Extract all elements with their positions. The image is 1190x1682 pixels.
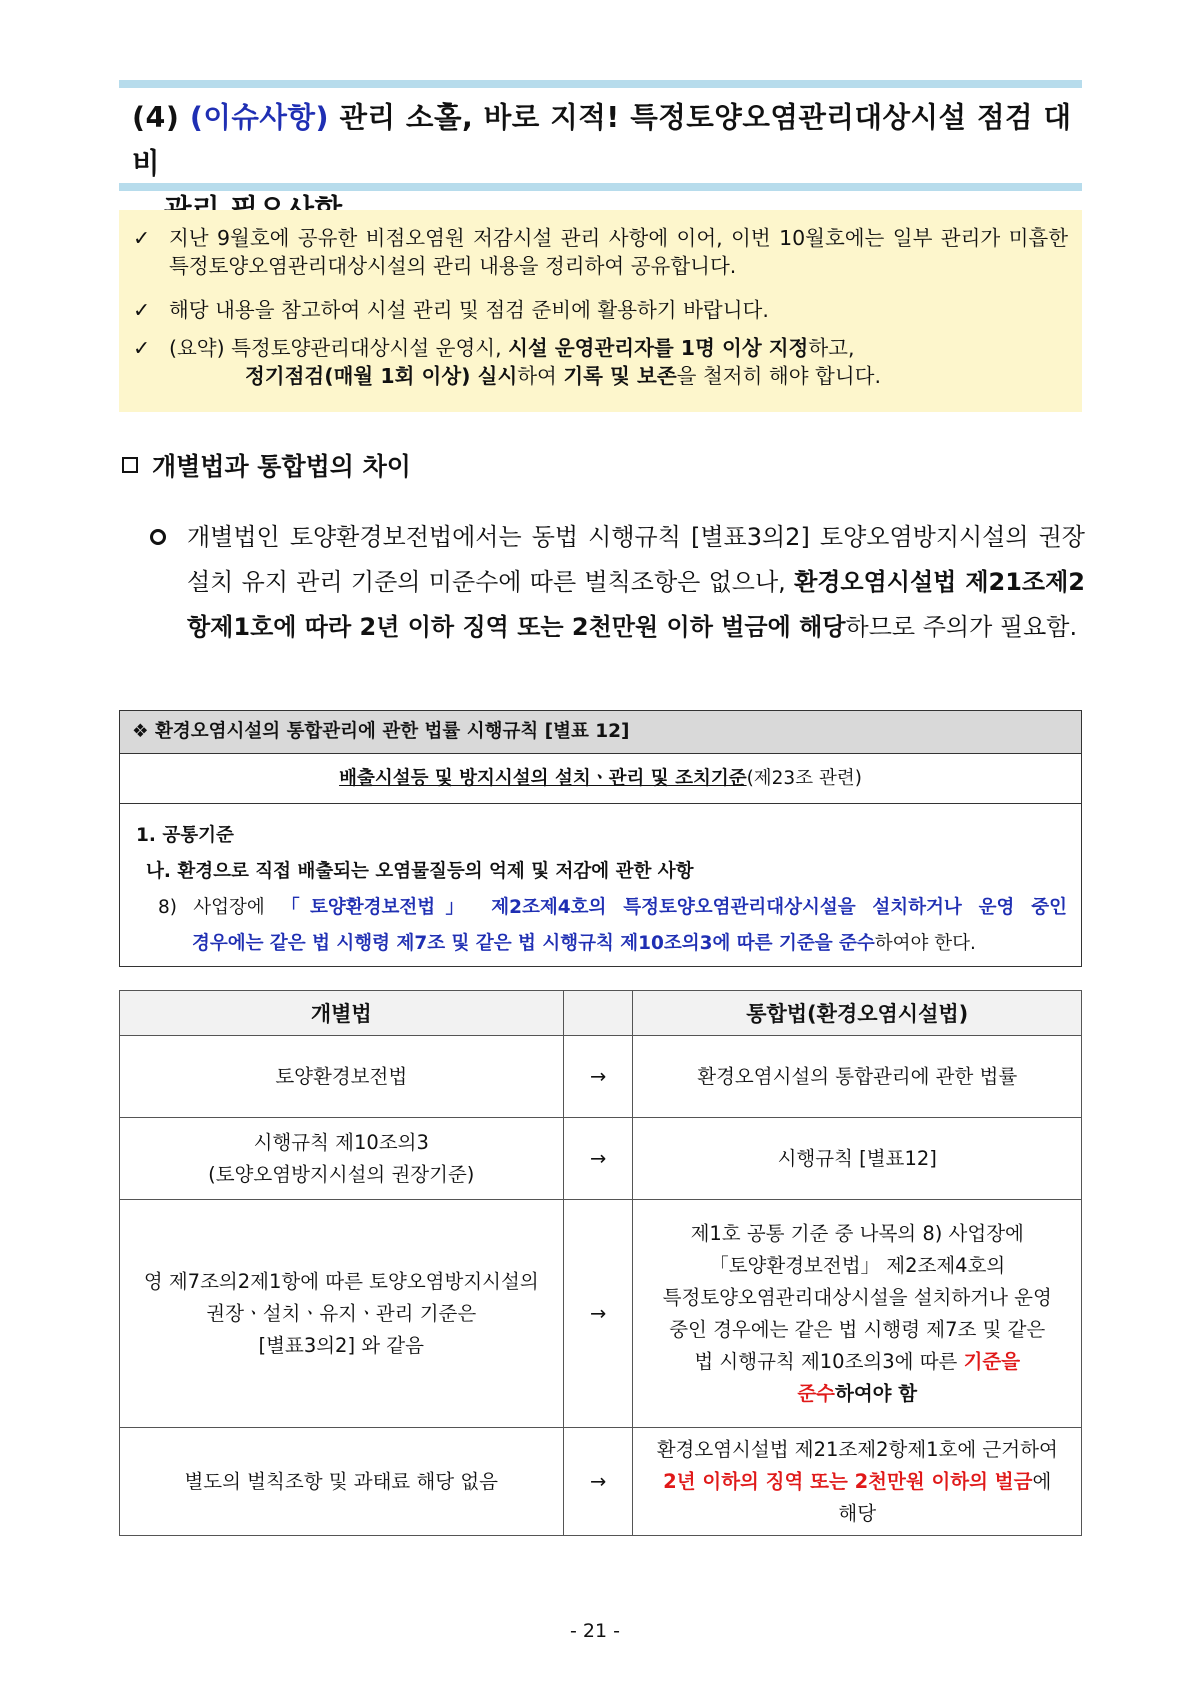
table-cell-line: 특정토양오염관리대상시설을 설치하거나 운영 [662, 1285, 1052, 1309]
red-emph: 2년 이하의 징역 또는 2천만원 이하의 벌금 [663, 1469, 1033, 1493]
summary-item-3-emph: 기록 및 보존 [563, 364, 677, 388]
red-emph: 준수 [797, 1381, 835, 1405]
summary-item-3-text: 하여 [517, 364, 564, 388]
table-cell: 별도의 벌칙조항 및 과태료 해당 없음 [120, 1428, 564, 1536]
table-cell [120, 1118, 564, 1200]
table-header-row [120, 991, 1082, 1036]
circle-bullet-icon [150, 529, 166, 545]
table-cell-line: 「토양환경보전법」 제2조제4호의 [709, 1253, 1006, 1277]
arrow-icon: → [563, 1118, 633, 1200]
table-cell-line: 법 시행규칙 제10조의3에 따른 기준을 [694, 1349, 1021, 1373]
law-box-body [120, 804, 1081, 962]
table-cell-line: 제1호 공통 기준 중 나목의 8) 사업장에 [690, 1221, 1024, 1245]
table-row [120, 1428, 1082, 1536]
table-cell-line: 권장ㆍ설치ㆍ유지ㆍ관리 기준은 [206, 1301, 477, 1325]
section-title-text: 개별법과 통합법의 차이 [152, 452, 411, 481]
law-line-3 [136, 890, 1067, 926]
heading-tag: (이슈사항) [189, 101, 330, 134]
paragraph-text: 하므로 주의가 필요함. [845, 613, 1078, 641]
table-cell-line: 2년 이하의 징역 또는 2천만원 이하의 벌금에 [663, 1469, 1052, 1493]
check-icon: ✓ [133, 298, 151, 322]
law-line-4-emph: 경우에는 같은 법 시행령 제7조 및 같은 법 시행규칙 제10조의3에 따른 기준을 준수 [192, 933, 875, 954]
law-box-header: ❖ 환경오염시설의 통합관리에 관한 법률 시행규칙 [별표 12] [120, 711, 1081, 754]
heading-top-bar [119, 80, 1082, 88]
table-row [120, 1036, 1082, 1118]
table-cell [633, 1428, 1082, 1536]
red-emph: 기준을 [963, 1349, 1021, 1373]
summary-item-3-emph: 정기점검(매월 1회 이상) 실시 [245, 364, 518, 388]
table-cell-line: 영 제7조의2제1항에 따른 토양오염방지시설의 [143, 1269, 539, 1293]
law-line-3-emph: 「토양환경보전법」 제2조제4호의 특정토양오염관리대상시설을 설치하거나 운영 중인 [281, 897, 1067, 918]
table-cell: 환경오염시설의 통합관리에 관한 법률 [633, 1036, 1082, 1118]
check-icon: ✓ [133, 336, 151, 360]
summary-box [119, 210, 1082, 412]
heading-title: 관리 소홀, 바로 지적! 특정토양오염관리대상시설 점검 대비 [132, 101, 1072, 180]
law-box-subtitle [120, 754, 1081, 804]
law-subtitle-main: 배출시설등 및 방지시설의 설치ㆍ관리 및 조치기준 [339, 768, 747, 789]
table-cell: 시행규칙 [별표12] [633, 1118, 1082, 1200]
paragraph-emph: 환경오염시설법 제21조제2항제1호에 따라 2년 이하 징역 또는 2천만원 이하 벌금에 해당 [187, 568, 1086, 641]
law-excerpt-box [119, 710, 1082, 967]
comparison-table [119, 990, 1082, 1536]
arrow-icon: → [563, 1200, 633, 1428]
table-row [120, 1200, 1082, 1428]
arrow-icon: → [563, 1428, 633, 1536]
summary-item-3 [133, 334, 1068, 390]
law-line-2: 나. 환경으로 직접 배출되는 오염물질등의 억제 및 저감에 관한 사항 [146, 861, 694, 882]
summary-item-1-text: 지난 9월호에 공유한 비점오염원 저감시설 관리 사항에 이어, 이번 10월호에는 일부 관리가 미흡한 특정토양오염관리대상시설의 관리 내용을 정리하여 공유합니다. [169, 226, 1068, 278]
law-line-3-prefix: 8) 사업장에 [158, 897, 282, 918]
table-header-arrow [563, 991, 633, 1036]
body-paragraph [150, 515, 1085, 650]
table-row [120, 1118, 1082, 1200]
page-number: - 21 - [570, 1620, 620, 1642]
heading-number: (4) [132, 101, 180, 134]
section-title [122, 450, 411, 484]
summary-item-3-text: (요약) 특정토양관리대상시설 운영시, [169, 336, 509, 360]
summary-item-3-text: 하고, [808, 336, 855, 360]
table-cell-line: 중인 경우에는 같은 법 시행령 제7조 및 같은 [669, 1317, 1046, 1341]
table-cell [633, 1200, 1082, 1428]
law-line-4 [136, 926, 1067, 962]
check-icon: ✓ [133, 226, 151, 250]
law-subtitle-ref: (제23조 관련) [746, 768, 862, 789]
summary-item-3-text: 을 철저히 해야 합니다. [676, 364, 881, 388]
summary-item-3-emph: 시설 운영관리자를 1명 이상 지정 [508, 336, 809, 360]
table-cell [120, 1200, 564, 1428]
table-cell: 토양환경보전법 [120, 1036, 564, 1118]
table-cell-line: 시행규칙 제10조의3 [253, 1130, 429, 1154]
summary-item-2-text: 해당 내용을 참고하여 시설 관리 및 점검 준비에 활용하기 바랍니다. [169, 298, 769, 322]
law-line-1: 1. 공통기준 [136, 825, 234, 846]
summary-item-1 [133, 224, 1068, 280]
arrow-icon: → [563, 1036, 633, 1118]
table-header-integrated-law: 통합법(환경오염시설법) [633, 991, 1082, 1036]
law-line-4-suffix: 하여야 한다. [874, 933, 976, 954]
table-cell-line: 해당 [838, 1501, 877, 1525]
summary-item-2 [133, 296, 1068, 324]
table-cell-line: 환경오염시설법 제21조제2항제1호에 근거하여 [656, 1437, 1058, 1461]
square-bullet-icon [122, 457, 138, 473]
heading-bottom-bar [119, 183, 1082, 191]
table-cell-line: (토양오염방지시설의 권장기준) [208, 1162, 475, 1186]
table-cell-line: 준수하여야 함 [797, 1381, 918, 1405]
table-header-individual-law: 개별법 [120, 991, 564, 1036]
table-cell-line: [별표3의2] 와 같음 [258, 1333, 424, 1357]
paragraph-text: 개별법인 토양환경보전법에서는 동법 시행규칙 [별표3의2] 토양오염방지시설의 권장 설치 유지 관리 기준의 미준수에 따른 벌칙조항은 없으나, [187, 523, 1085, 596]
